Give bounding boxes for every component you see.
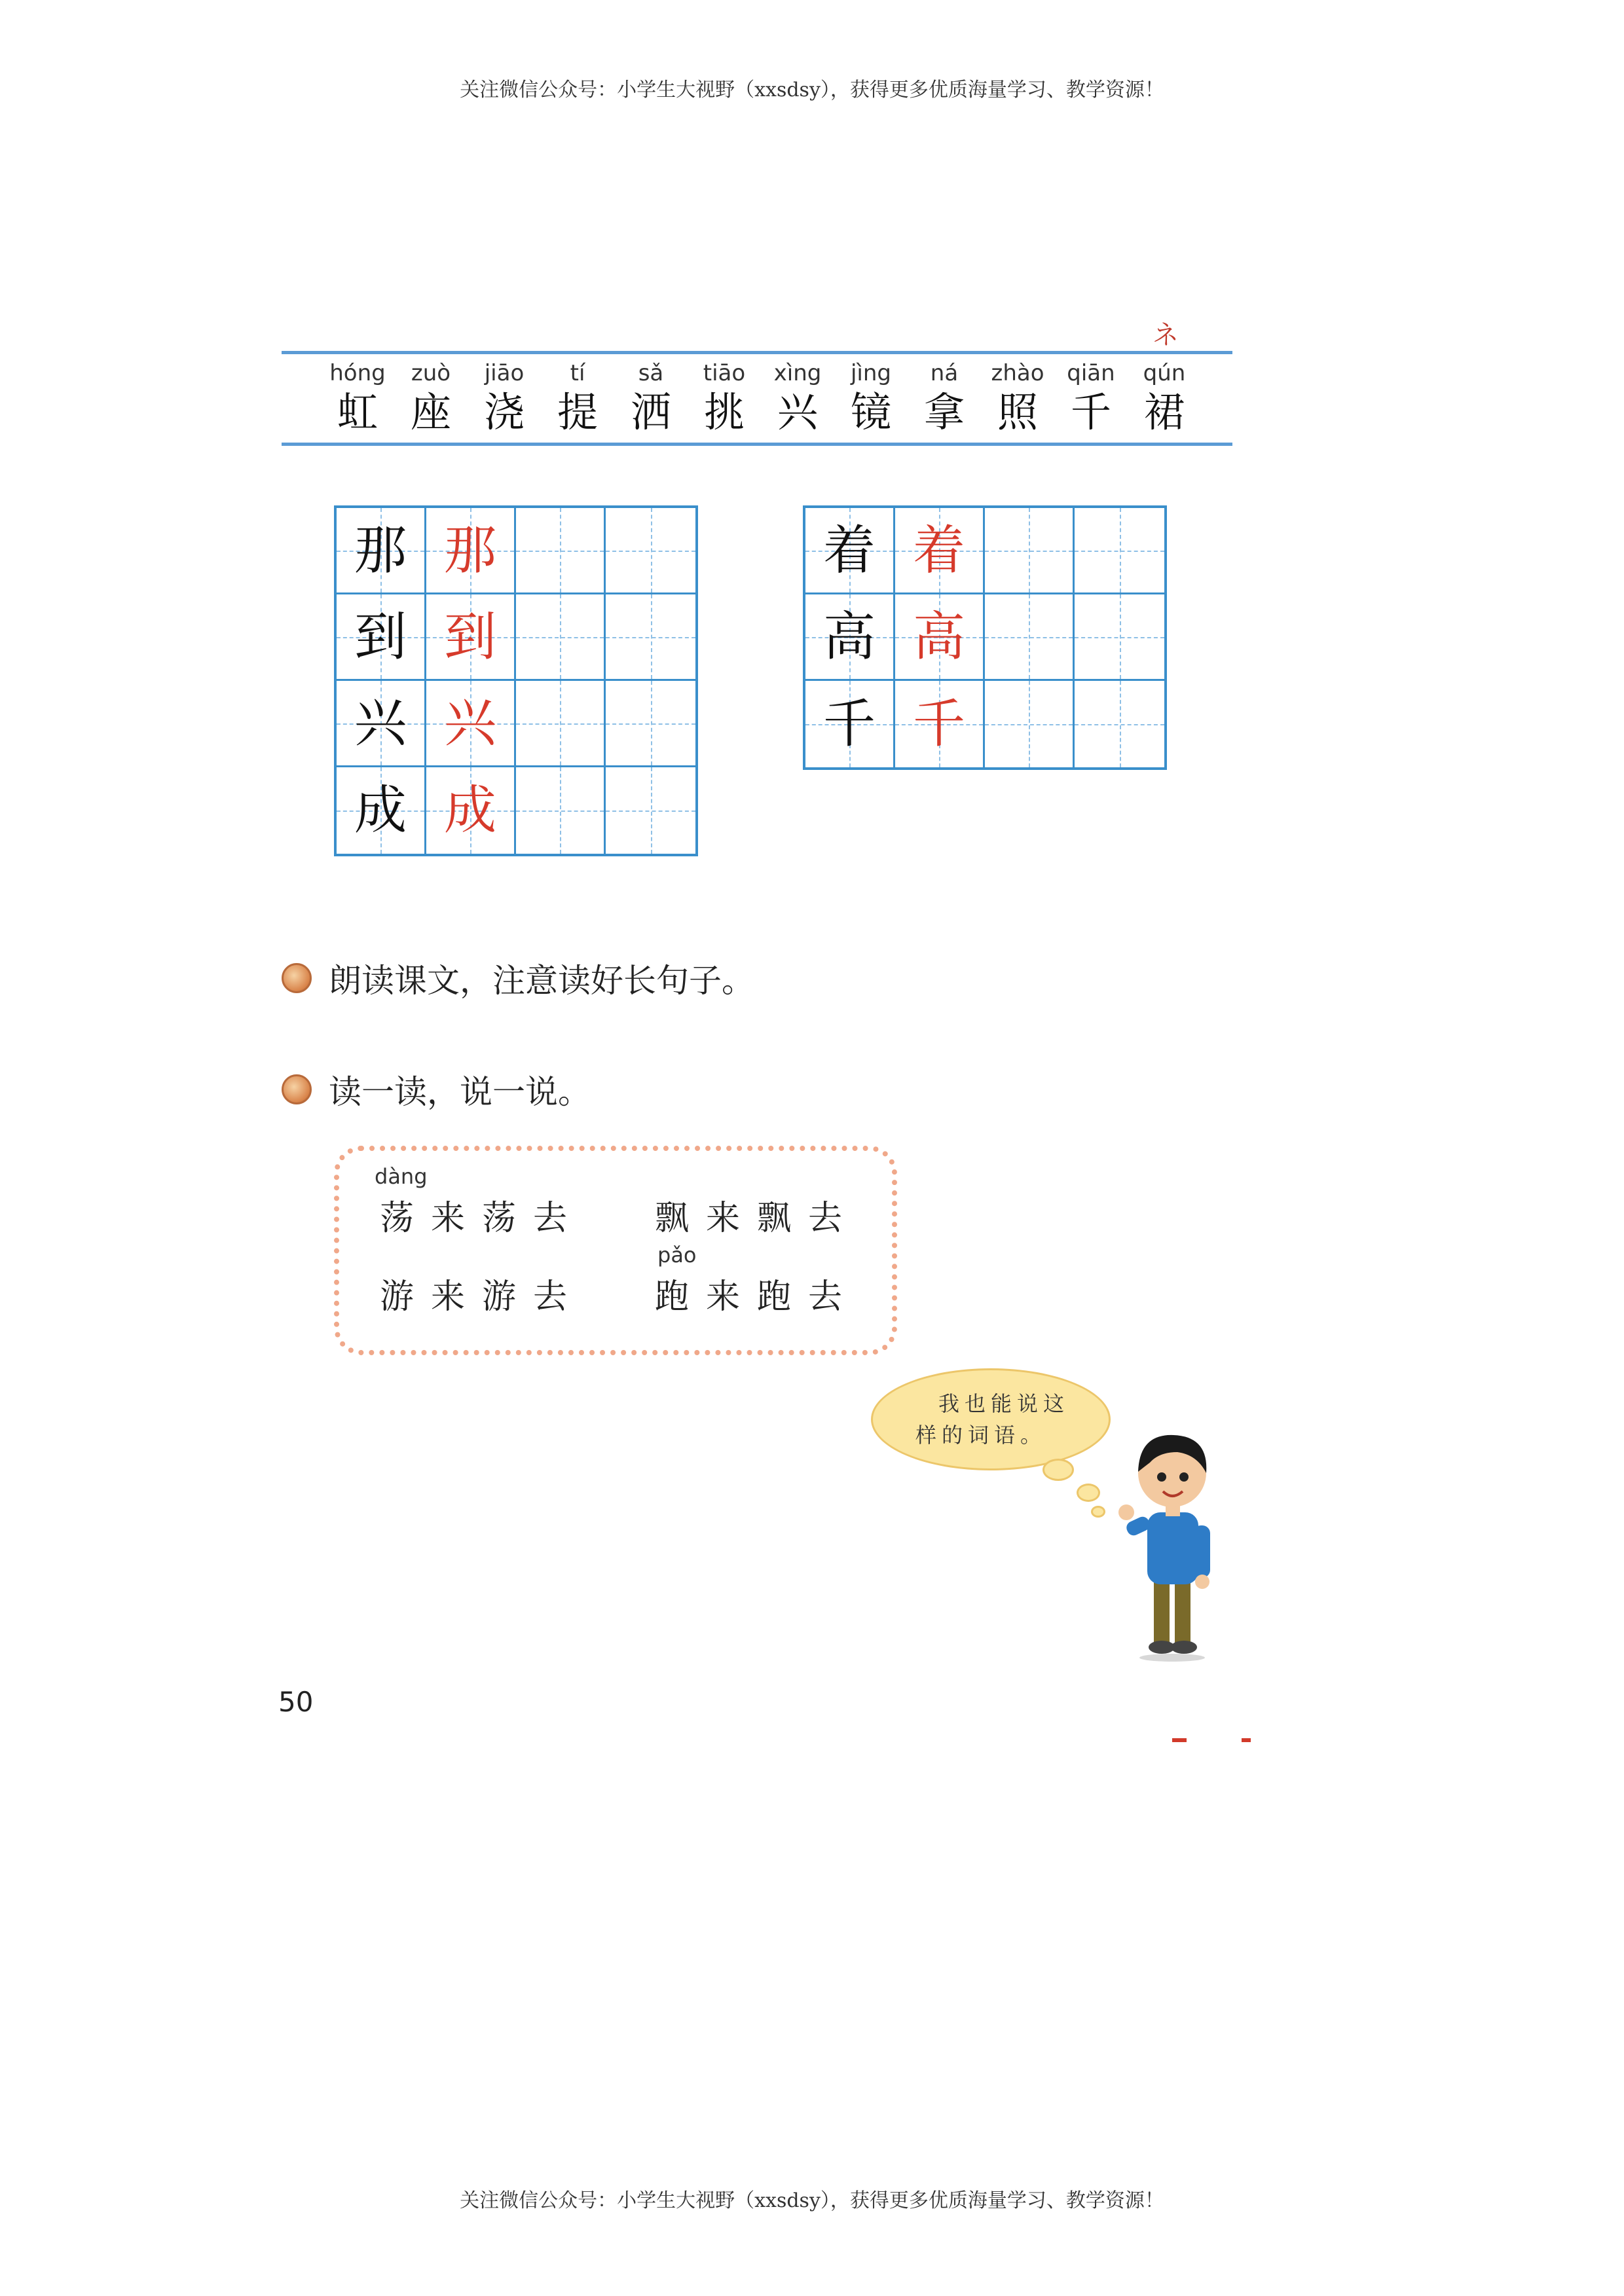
vocab-pinyin: sǎ — [638, 360, 664, 386]
speech-line: 我也能说这 — [938, 1391, 1069, 1416]
thought-dot — [1077, 1484, 1100, 1502]
grid-cell — [426, 594, 516, 681]
practice-cell[interactable] — [516, 767, 606, 854]
speech-line: 样的词语。 — [915, 1423, 1046, 1448]
vocab-char: 挑 — [703, 388, 745, 436]
task-badge-icon — [282, 1074, 312, 1104]
vocab-top-rule — [282, 351, 1232, 354]
vocab-char: 千 — [1070, 388, 1111, 436]
practice-cell[interactable] — [516, 681, 606, 767]
vocab-item — [688, 359, 761, 437]
task-text: 读一读，说一说。 — [329, 1073, 591, 1111]
vocab-char: 兴 — [777, 388, 818, 436]
practice-cell[interactable] — [985, 594, 1075, 681]
vocab-char: 照 — [997, 388, 1038, 436]
thought-dot — [1091, 1506, 1105, 1518]
vocab-item — [394, 359, 468, 437]
vocab-item — [1054, 359, 1128, 437]
task-read-and-say — [282, 1066, 591, 1113]
grid-cell — [426, 681, 516, 767]
page-number: 50 — [278, 1686, 314, 1718]
decoration-line — [1242, 1738, 1251, 1742]
footer-banner: 关注微信公众号：小学生大视野（xxsdsy），获得更多优质海量学习、教学资源！ — [460, 2189, 1164, 2212]
vocab-char: 镜 — [850, 388, 891, 436]
phrase-pinyin: pǎo — [657, 1243, 697, 1267]
example-char: 到 — [354, 606, 407, 667]
phrase: 跑来跑去 — [655, 1277, 860, 1317]
grid-cell — [805, 594, 895, 681]
vocab-pinyin: zuò — [411, 360, 451, 386]
model-char: 成 — [444, 780, 496, 841]
practice-cell[interactable] — [1075, 681, 1164, 767]
speech-bubble — [871, 1368, 1111, 1470]
task-read-aloud — [282, 955, 754, 1002]
vocab-pinyin: ná — [930, 360, 959, 386]
vocab-char: 裙 — [1143, 388, 1185, 436]
writing-grid-right — [803, 505, 1167, 770]
vocab-char: 洒 — [630, 388, 671, 436]
model-char: 那 — [444, 519, 496, 581]
practice-cell[interactable] — [516, 508, 606, 594]
practice-cell[interactable] — [606, 508, 695, 594]
vocab-item — [468, 359, 541, 437]
practice-cell[interactable] — [606, 767, 695, 854]
vocab-item — [1128, 359, 1201, 437]
practice-cell[interactable] — [985, 508, 1075, 594]
vocab-row — [321, 359, 1201, 437]
grid-cell — [337, 767, 426, 854]
vocab-pinyin: qún — [1143, 360, 1186, 386]
vocab-char: 浇 — [483, 388, 525, 436]
model-char: 兴 — [444, 692, 496, 754]
model-char: 到 — [444, 606, 496, 667]
grid-cell — [895, 681, 985, 767]
phrase: 飘来飘去 — [655, 1199, 860, 1238]
vocab-item — [834, 359, 908, 437]
practice-cell[interactable] — [1075, 594, 1164, 681]
task-text: 朗读课文，注意读好长句子。 — [329, 962, 754, 1000]
vocab-char: 拿 — [923, 388, 965, 436]
vocab-pinyin: zhào — [991, 360, 1044, 386]
vocab-item — [614, 359, 688, 437]
phrase-pinyin: dàng — [375, 1164, 428, 1189]
phrase: 荡来荡去 — [380, 1199, 585, 1238]
grid-cell — [426, 508, 516, 594]
example-char: 千 — [823, 693, 876, 754]
header-banner: 关注微信公众号：小学生大视野（xxsdsy），获得更多优质海量学习、教学资源！ — [460, 79, 1164, 101]
vocab-char: 座 — [410, 388, 451, 436]
example-char: 那 — [354, 519, 407, 581]
vocab-pinyin: jiāo — [484, 360, 525, 386]
vocab-item — [908, 359, 981, 437]
grid-cell — [337, 508, 426, 594]
vocab-pinyin: tí — [570, 360, 585, 386]
thought-dot — [1043, 1459, 1074, 1481]
example-char: 着 — [823, 519, 876, 581]
task-badge-icon — [282, 963, 312, 993]
grid-cell — [337, 681, 426, 767]
model-char: 千 — [913, 693, 965, 754]
grid-cell — [805, 508, 895, 594]
writing-grid-left — [334, 505, 698, 856]
vocab-item — [321, 359, 394, 437]
vocab-char: 虹 — [337, 388, 378, 436]
example-char: 兴 — [354, 692, 407, 754]
example-char: 高 — [823, 606, 876, 667]
boy-illustration — [1113, 1414, 1231, 1663]
grid-cell — [895, 594, 985, 681]
model-char: 高 — [913, 606, 965, 667]
vocab-pinyin: jìng — [850, 360, 892, 386]
grid-cell — [895, 508, 985, 594]
decoration-line — [1172, 1738, 1187, 1742]
grid-cell — [426, 767, 516, 854]
practice-cell[interactable] — [606, 681, 695, 767]
grid-cell — [337, 594, 426, 681]
vocab-bottom-rule — [282, 443, 1232, 446]
corner-mark: ネ — [1153, 320, 1179, 350]
vocab-item — [981, 359, 1054, 437]
practice-cell[interactable] — [606, 594, 695, 681]
grid-cell — [805, 681, 895, 767]
vocab-pinyin: xìng — [773, 360, 822, 386]
vocab-pinyin: tiāo — [703, 360, 746, 386]
phrase: 游来游去 — [380, 1277, 585, 1317]
practice-cell[interactable] — [985, 681, 1075, 767]
practice-cell[interactable] — [1075, 508, 1164, 594]
vocab-pinyin: hóng — [329, 360, 386, 386]
vocab-pinyin: qiān — [1067, 360, 1115, 386]
practice-cell[interactable] — [516, 594, 606, 681]
vocab-char: 提 — [557, 388, 598, 436]
vocab-item — [541, 359, 614, 437]
vocab-item — [761, 359, 834, 437]
model-char: 着 — [913, 519, 965, 581]
example-char: 成 — [354, 780, 407, 841]
